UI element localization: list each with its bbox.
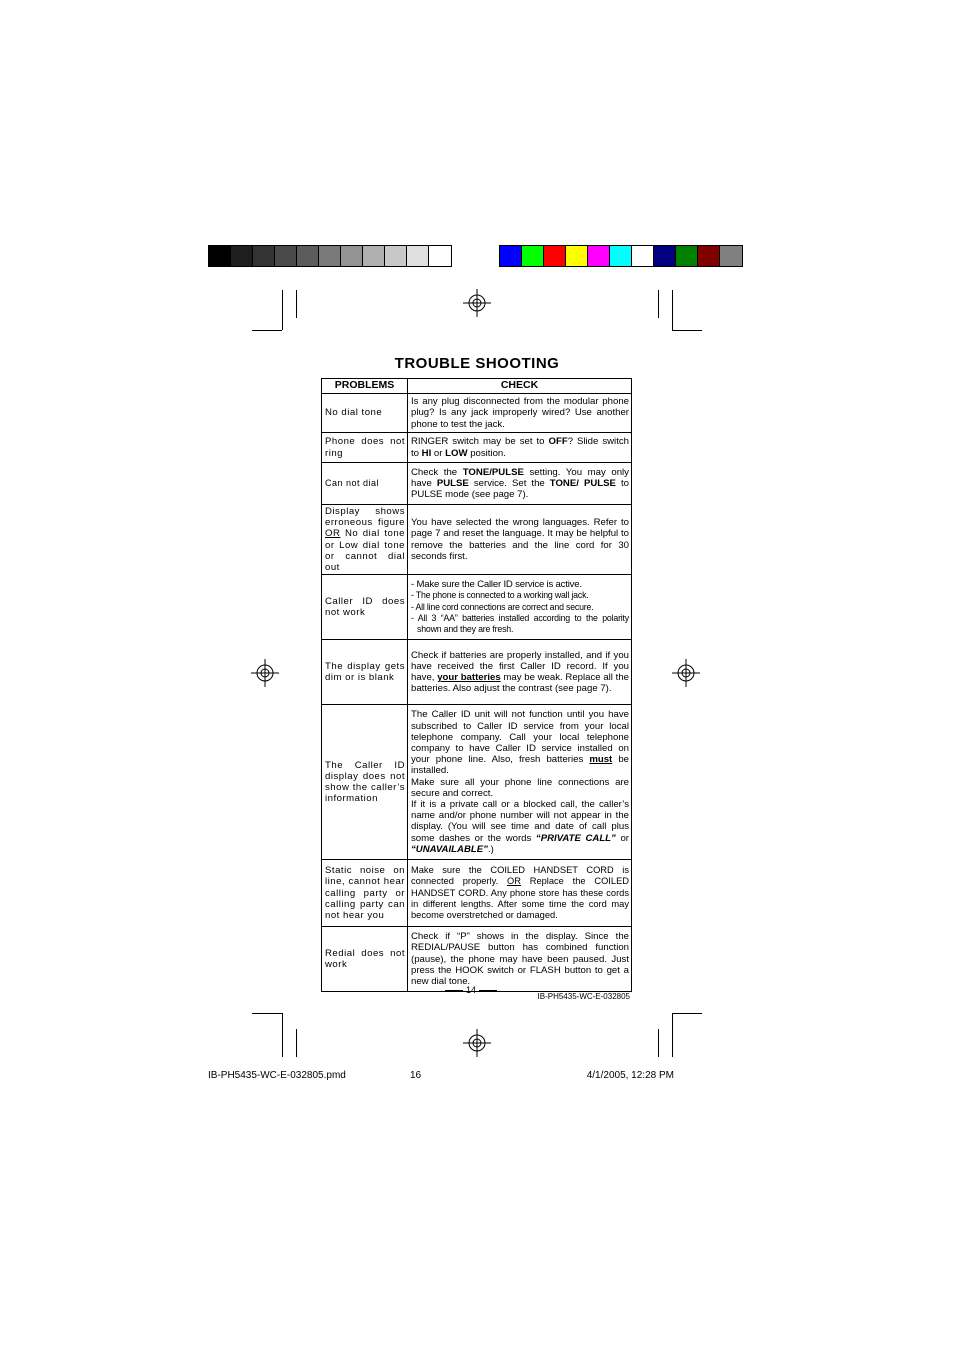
page-title: TROUBLE SHOOTING (394, 355, 560, 372)
color-swatch (385, 246, 407, 266)
trouble-shooting-table (321, 378, 632, 992)
table-row (322, 463, 632, 505)
check-cell (408, 575, 632, 640)
table-row (322, 575, 632, 640)
list-item: - All line cord connections are correct and secure. (411, 601, 594, 612)
check-cell: You have selected the wrong languages. Refer to page 7 and reset the language. It may be helpful to remove the batteries and the line cord for 30 seconds first. (408, 505, 632, 575)
table-header-row (322, 379, 632, 394)
grayscale-calibration-bar (208, 245, 452, 267)
check-cell: The Caller ID unit will not function until you have subscribed to Caller ID service from your local telephone company. Call your local telephone company to have Caller ID service installed on your phone line. Also, fresh batteries must be installed. Make sure all your phone line connections are secure and correct. If it is a private call or a blocked call, the caller’s name and/or phone number will not appear in the display. (You will see time and date of call plus some dashes or the words “PRIVATE CALL” or “UNAVAILABLE”.) (408, 705, 632, 860)
check-cell: Check if batteries are properly installed, and if you have received the first Caller ID record. If you have, your batteries may be weak. Replace all the batteries. Also adjust the contrast (see page 7). (408, 640, 632, 705)
check-cell: RINGER switch may be set to OFF? Slide switch to HI or LOW position. (408, 433, 632, 463)
crop-mark (252, 330, 282, 331)
footer-datetime: 4/1/2005, 12:28 PM (586, 1070, 674, 1081)
crop-mark (672, 1013, 702, 1014)
registration-mark-icon (463, 1029, 491, 1057)
problem-cell: Caller ID does not work (322, 575, 408, 640)
color-swatch (275, 246, 297, 266)
document-id: IB-PH5435-WC-E-032805 (537, 992, 630, 1001)
crop-mark (672, 330, 702, 331)
color-swatch (500, 246, 522, 266)
color-swatch (253, 246, 275, 266)
color-swatch (231, 246, 253, 266)
problem-cell: Can not dial (322, 463, 408, 505)
color-swatch (341, 246, 363, 266)
crop-mark (296, 290, 297, 318)
color-swatch (297, 246, 319, 266)
color-swatch (522, 246, 544, 266)
color-swatch (566, 246, 588, 266)
problem-cell: No dial tone (322, 394, 408, 433)
table-row (322, 433, 632, 463)
color-swatch (588, 246, 610, 266)
color-swatch (544, 246, 566, 266)
color-swatch (319, 246, 341, 266)
registration-mark-icon (251, 659, 279, 687)
crop-mark (296, 1029, 297, 1057)
crop-mark (658, 290, 659, 318)
footer-filename: IB-PH5435-WC-E-032805.pmd (208, 1070, 346, 1081)
problem-cell: Static noise on line, cannot hear calling party or calling party can not hear you (322, 860, 408, 927)
problem-cell: The display gets dim or is blank (322, 640, 408, 705)
color-swatch (363, 246, 385, 266)
color-swatch (407, 246, 429, 266)
color-swatch (429, 246, 451, 266)
problem-cell: Display shows erroneous figure OR No dial tone or Low dial tone or cannot dial out (322, 505, 408, 575)
color-swatch (654, 246, 676, 266)
table-row (322, 705, 632, 860)
color-calibration-bar (499, 245, 743, 267)
check-cell: Is any plug disconnected from the modular phone plug? Is any jack improperly wired? Use another phone to test the jack. (408, 394, 632, 433)
registration-mark-icon (672, 659, 700, 687)
crop-mark (672, 290, 673, 330)
list-item: - The phone is connected to a working wall jack. (411, 590, 589, 601)
color-swatch (720, 246, 742, 266)
table-row (322, 505, 632, 575)
table-row (322, 860, 632, 927)
problem-cell: Redial does not work (322, 927, 408, 992)
table-row (322, 927, 632, 992)
list-item: - Make sure the Caller ID service is active. (411, 579, 582, 591)
problem-cell: The Caller ID display does not show the caller’s information (322, 705, 408, 860)
table-row (322, 640, 632, 705)
footer-page: 16 (410, 1070, 422, 1081)
crop-mark (672, 1013, 673, 1057)
check-cell: Check the TONE/PULSE setting. You may only have PULSE service. Set the TONE/ PULSE to PULSE mode (see page 7). (408, 463, 632, 505)
crop-mark (658, 1029, 659, 1057)
page-number: 14 (440, 985, 502, 995)
check-cell: Check if “P” shows in the display. Since the REDIAL/PAUSE button has combined function (pause), the phone may have been paused. Just press the HOOK switch or FLASH button to get a new dial tone. (408, 927, 632, 992)
color-swatch (698, 246, 720, 266)
color-swatch (676, 246, 698, 266)
check-cell: Make sure the COILED HANDSET CORD is connected properly. OR Replace the COILED HANDSET CORD. Any phone store has these cords in different lengths. After some time the cord may become overstretched or damaged. (408, 860, 632, 927)
crop-mark (282, 290, 283, 330)
header-problems: PROBLEMS (322, 379, 408, 394)
list-item: - All 3 “AA” batteries installed according to the polarity shown and they are fresh. (411, 612, 629, 635)
header-check: CHECK (408, 379, 632, 394)
crop-mark (252, 1013, 282, 1014)
color-swatch (610, 246, 632, 266)
color-swatch (209, 246, 231, 266)
registration-mark-icon (463, 289, 491, 317)
color-swatch (632, 246, 654, 266)
crop-mark (282, 1013, 283, 1057)
problem-cell: Phone does not ring (322, 433, 408, 463)
table-row (322, 394, 632, 433)
